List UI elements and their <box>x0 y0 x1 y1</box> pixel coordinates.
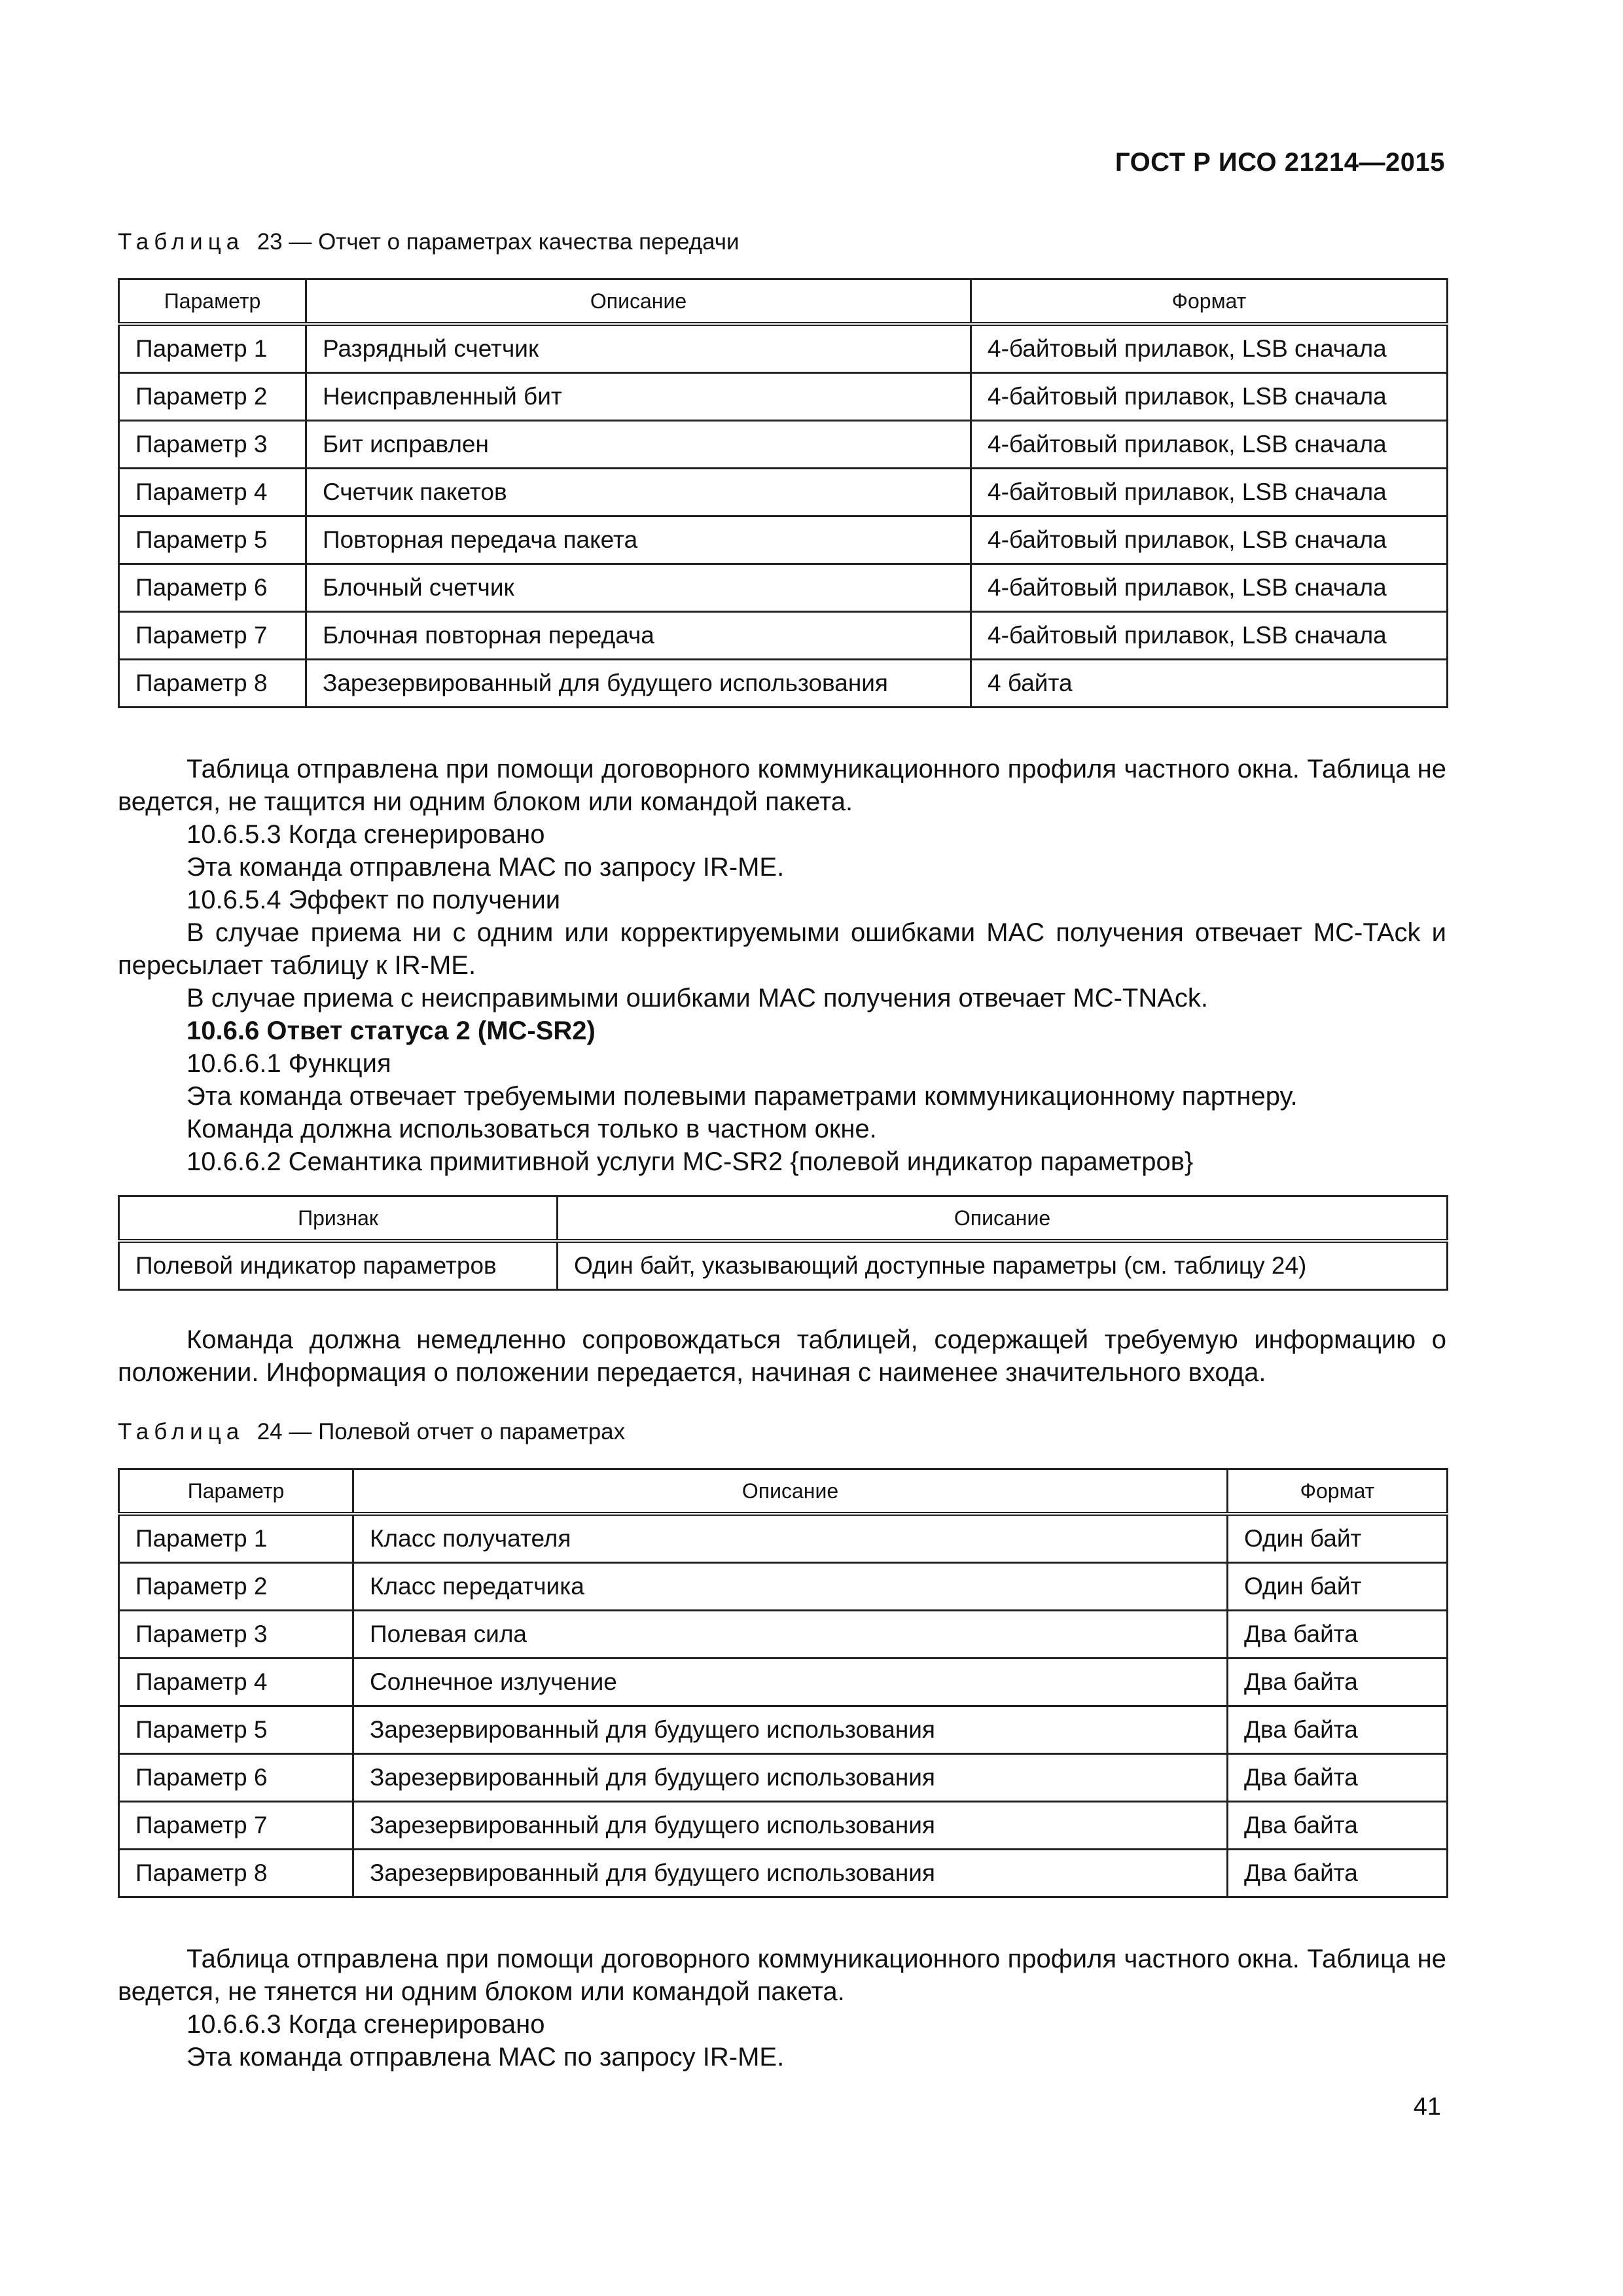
table-cell: Один байт <box>1228 1563 1448 1611</box>
table-cell: Неисправленный бит <box>306 373 971 421</box>
table-cell: Зарезервированный для будущего использования <box>353 1802 1228 1850</box>
table-23-caption-word: Таблица <box>118 229 245 255</box>
paragraph: Эта команда отправлена MAC по запросу IR-ME. <box>187 853 785 882</box>
table-header-row <box>119 1469 1448 1515</box>
table-cell: 4-байтовый прилавок, LSB сначала <box>971 564 1448 612</box>
column-header: Описание <box>306 279 971 325</box>
table-cell: 4-байтовый прилавок, LSB сначала <box>971 612 1448 660</box>
page-number: 41 <box>1413 2093 1441 2121</box>
table-cell: Параметр 2 <box>119 373 306 421</box>
table-cell: Параметр 6 <box>119 1754 353 1802</box>
table-row <box>119 1754 1448 1802</box>
column-header: Признак <box>119 1196 558 1242</box>
table-cell: Параметр 5 <box>119 1706 353 1754</box>
column-header: Параметр <box>119 279 306 325</box>
subsection-heading: 10.6.6.1 Функция <box>187 1049 391 1078</box>
table-23-caption <box>118 229 740 255</box>
table-cell: 4-байтовый прилавок, LSB сначала <box>971 324 1448 373</box>
table-cell: Параметр 5 <box>119 516 306 564</box>
table-cell: Полевой индикатор параметров <box>119 1241 558 1290</box>
column-header: Формат <box>1228 1469 1448 1515</box>
table-cell: Зарезервированный для будущего использования <box>353 1850 1228 1897</box>
table-cell: Один байт <box>1228 1514 1448 1563</box>
table-header-row <box>119 1196 1448 1242</box>
table-row <box>119 1611 1448 1659</box>
subsection-heading: 10.6.5.4 Эффект по получении <box>187 886 561 914</box>
table-cell: Класс передатчика <box>353 1563 1228 1611</box>
table-cell: Параметр 3 <box>119 1611 353 1659</box>
table-cell: Разрядный счетчик <box>306 324 971 373</box>
table-cell: Параметр 6 <box>119 564 306 612</box>
paragraph: Команда должна использоваться только в частном окне. <box>187 1115 877 1143</box>
table-cell: Два байта <box>1228 1850 1448 1897</box>
table-23 <box>118 278 1448 708</box>
table-cell: Параметр 7 <box>119 1802 353 1850</box>
table-cell: Параметр 4 <box>119 469 306 516</box>
table-cell: Два байта <box>1228 1611 1448 1659</box>
table-cell: Параметр 7 <box>119 612 306 660</box>
table-cell: Счетчик пакетов <box>306 469 971 516</box>
subsection-heading: 10.6.6.2 Семантика примитивной услуги MC-SR2 {полевой индикатор параметров} <box>187 1147 1194 1176</box>
table-cell: Повторная передача пакета <box>306 516 971 564</box>
paragraph: В случае приема ни с одним или корректируемыми ошибками MAC получения отвечает MC-TAck и пересылает таблицу к IR-ME. <box>118 918 1446 980</box>
subsection-heading: 10.6.6.3 Когда сгенерировано <box>187 2010 545 2039</box>
section-1-text <box>118 753 1446 1178</box>
table-cell: Параметр 8 <box>119 1850 353 1897</box>
table-cell: Зарезервированный для будущего использования <box>353 1754 1228 1802</box>
paragraph: Таблица отправлена при помощи договорного коммуникационного профиля частного окна. Таблица не ведется, не тащится ни одним блоком или командой пакета. <box>118 755 1446 816</box>
table-row <box>119 469 1448 516</box>
table-cell: Два байта <box>1228 1754 1448 1802</box>
table-cell: Параметр 4 <box>119 1659 353 1706</box>
table-cell: Два байта <box>1228 1706 1448 1754</box>
section-heading: 10.6.6 Ответ статуса 2 (MC-SR2) <box>187 1016 596 1045</box>
paragraph: Эта команда отправлена MAC по запросу IR-ME. <box>187 2043 785 2072</box>
section-2-text <box>118 1323 1446 1389</box>
table-cell: Полевая сила <box>353 1611 1228 1659</box>
table-row <box>119 1850 1448 1897</box>
table-row <box>119 1563 1448 1611</box>
table-row <box>119 1802 1448 1850</box>
table-cell: 4-байтовый прилавок, LSB сначала <box>971 469 1448 516</box>
table-24 <box>118 1468 1448 1898</box>
table-24-caption-word: Таблица <box>118 1419 245 1444</box>
paragraph: Эта команда отвечает требуемыми полевыми параметрами коммуникационному партнеру. <box>187 1082 1298 1111</box>
table-cell: 4-байтовый прилавок, LSB сначала <box>971 516 1448 564</box>
table-row <box>119 324 1448 373</box>
table-row <box>119 612 1448 660</box>
table-23-caption-title: 23 — Отчет о параметрах качества передачи <box>257 229 740 255</box>
table-row <box>119 1659 1448 1706</box>
table-cell: Два байта <box>1228 1802 1448 1850</box>
table-cell: Параметр 1 <box>119 324 306 373</box>
table-cell: Два байта <box>1228 1659 1448 1706</box>
table-cell: Параметр 8 <box>119 660 306 708</box>
table-row <box>119 1706 1448 1754</box>
column-header: Параметр <box>119 1469 353 1515</box>
table-cell: Параметр 1 <box>119 1514 353 1563</box>
table-row <box>119 373 1448 421</box>
table-cell: Бит исправлен <box>306 421 971 469</box>
table-cell: Зарезервированный для будущего использования <box>353 1706 1228 1754</box>
column-header: Описание <box>353 1469 1228 1515</box>
table-row <box>119 564 1448 612</box>
paragraph: В случае приема с неисправимыми ошибками MAC получения отвечает MC-TNAck. <box>187 984 1208 1013</box>
table-24-caption <box>118 1419 625 1445</box>
table-row <box>119 660 1448 708</box>
table-cell: 4 байта <box>971 660 1448 708</box>
column-header: Описание <box>558 1196 1448 1242</box>
table-cell: 4-байтовый прилавок, LSB сначала <box>971 421 1448 469</box>
attribute-table <box>118 1195 1448 1291</box>
table-cell: Параметр 3 <box>119 421 306 469</box>
table-header-row <box>119 279 1448 325</box>
table-cell: 4-байтовый прилавок, LSB сначала <box>971 373 1448 421</box>
subsection-heading: 10.6.5.3 Когда сгенерировано <box>187 820 545 849</box>
table-24-caption-title: 24 — Полевой отчет о параметрах <box>257 1419 626 1444</box>
table-cell: Класс получателя <box>353 1514 1228 1563</box>
paragraph: Таблица отправлена при помощи договорного коммуникационного профиля частного окна. Таблица не ведется, не тянется ни одним блоком или командой пакета. <box>118 1945 1446 2006</box>
table-row <box>119 516 1448 564</box>
table-cell: Параметр 2 <box>119 1563 353 1611</box>
paragraph: Команда должна немедленно сопровождаться таблицей, содержащей требуемую информацию о положении. Информация о положении передается, начиная с наименее значительного входа. <box>118 1325 1446 1387</box>
table-row <box>119 1514 1448 1563</box>
document-code: ГОСТ Р ИСО 21214—2015 <box>1115 148 1445 177</box>
table-cell: Зарезервированный для будущего использования <box>306 660 971 708</box>
table-row <box>119 421 1448 469</box>
table-cell: Солнечное излучение <box>353 1659 1228 1706</box>
table-row <box>119 1241 1448 1290</box>
column-header: Формат <box>971 279 1448 325</box>
table-cell: Блочный счетчик <box>306 564 971 612</box>
table-cell: Один байт, указывающий доступные параметры (см. таблицу 24) <box>558 1241 1448 1290</box>
section-3-text <box>118 1943 1446 2073</box>
table-cell: Блочная повторная передача <box>306 612 971 660</box>
